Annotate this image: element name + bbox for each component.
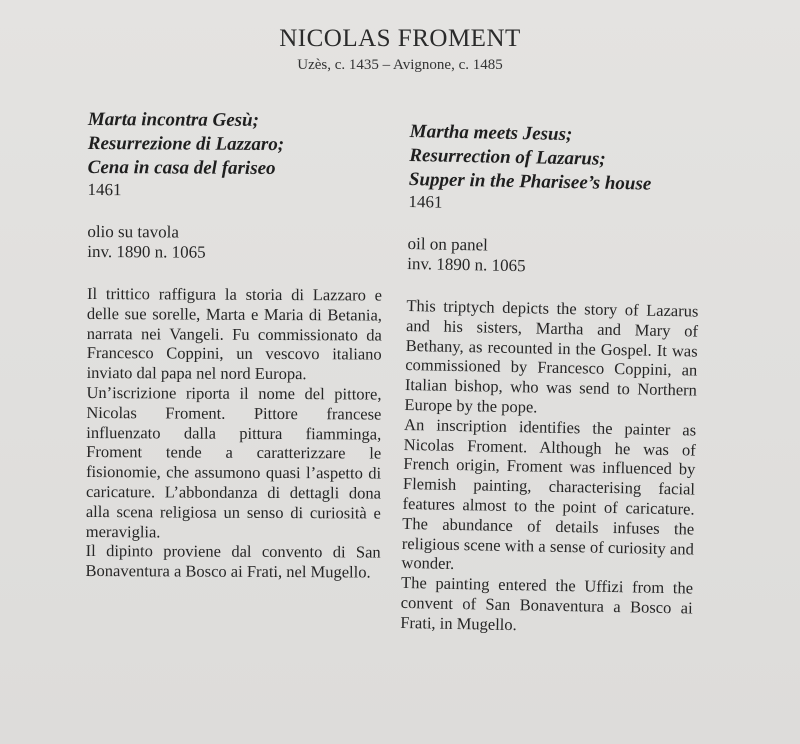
italian-paragraph: Un’iscrizione riporta il nome del pittore, Nicolas Froment. Pittore francese influenzato dalla pittura fiamminga, Froment tende a caratterizzare le fisionomie, che assumono quasi l’aspetto di caricature. L’abbondanza di dettagli dona alla scena religiosa un senso di curiosità e meraviglia.: [85, 382, 382, 541]
italian-title: [88, 108, 383, 182]
english-inventory: inv. 1890 n. 1065: [407, 253, 526, 276]
english-title-line: Supper in the Pharisee’s house: [408, 168, 652, 195]
italian-paragraph: Il dipinto proviene dal convento di San Bonaventura a Bosco ai Frati, nel Mugello.: [85, 541, 381, 582]
english-paragraph: An inscription identifies the painter as Nicolas Froment. Although he was of French origin, Froment was influenced by Flemish painting, characterising facial features almost to the point of caricature. The abundance of details infuses the religious scene with a sense of curiosity and wonder.: [401, 414, 697, 574]
artist-life-dates: Uzès, c. 1435 – Avignone, c. 1485: [297, 57, 503, 73]
english-title-line: Martha meets Jesus;: [409, 120, 573, 146]
english-title-line: Resurrection of Lazarus;: [409, 144, 606, 170]
italian-paragraph: Il trittico raffigura la storia di Lazzaro e delle sue sorelle, Marta e Maria di Betania, narrata nei Vangeli. Fu commissionato da Francesco Coppini, un vescovo italiano inviato dal papa nel nord Europa.: [86, 283, 383, 384]
english-medium: oil on panel: [407, 233, 489, 255]
english-title: [409, 120, 702, 198]
artist-name: NICOLAS FROMENT: [279, 25, 521, 52]
english-paragraph: The painting entered the Uffizi from the convent of San Bonaventura a Bosco ai Frati, in Mugello.: [400, 573, 694, 634]
label-header: [0, 24, 800, 74]
italian-title-line: Marta incontra Gesù;: [87, 108, 260, 131]
italian-column: [86, 108, 383, 582]
italian-year: 1461: [87, 179, 122, 200]
italian-medium: olio su tavola: [87, 221, 180, 242]
english-paragraph: This triptych depicts the story of Lazarus and his sisters, Martha and Mary of Bethany, as recounted in the Gospel. It was commissioned by Francesco Coppini, an Italian bishop, who was send to Northern Europe by the pope.: [404, 295, 699, 417]
italian-inventory: inv. 1890 n. 1065: [87, 241, 206, 262]
english-year: 1461: [408, 191, 443, 212]
italian-title-line: Resurrezione di Lazzaro;: [87, 132, 285, 156]
italian-title-line: Cena in casa del fariseo: [87, 156, 276, 179]
english-column: [400, 120, 702, 638]
